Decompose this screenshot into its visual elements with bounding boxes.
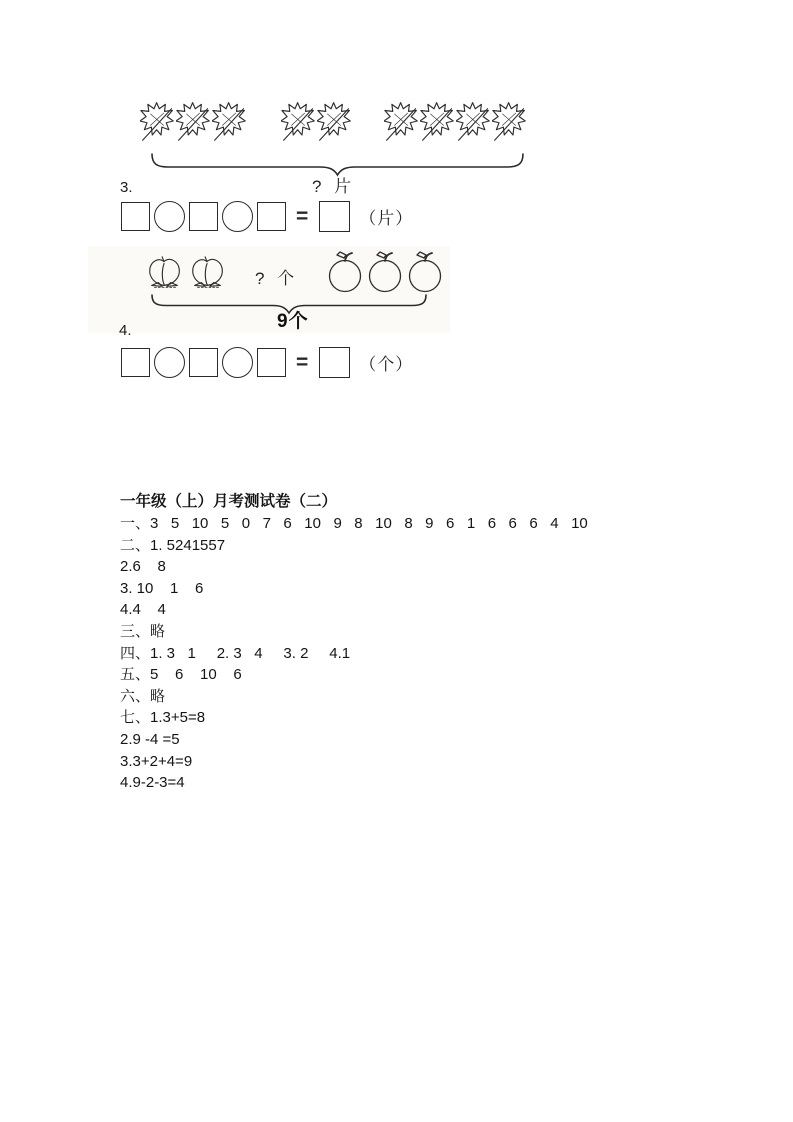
item3-answer-box xyxy=(319,201,350,232)
answer-line: 3.3+2+4=9 xyxy=(120,752,193,770)
apple-group xyxy=(327,251,443,293)
item4-shape-sequence xyxy=(121,347,286,378)
item3-unit-label: （片） xyxy=(359,209,414,228)
peach-icon xyxy=(146,254,184,294)
leaves-question-label: ? 片 xyxy=(312,177,356,196)
maple-leaf-icon xyxy=(456,96,491,146)
apple-icon xyxy=(367,251,403,293)
item4-unit-label: （个） xyxy=(359,355,414,374)
square-shape xyxy=(121,348,150,377)
item4-number: 4. xyxy=(119,322,132,339)
maple-leaf-icon xyxy=(384,96,419,146)
fruits-question-label: ? 个 xyxy=(255,269,299,288)
answer-line: 2.6 8 xyxy=(120,558,166,576)
maple-leaf-icon xyxy=(420,96,455,146)
maple-leaf-icon xyxy=(140,96,175,146)
leaf-group-1 xyxy=(140,96,247,146)
answer-key-title: 一年级（上）月考测试卷（二） xyxy=(120,493,338,510)
peach-group xyxy=(146,254,227,294)
maple-leaf-icon xyxy=(212,96,247,146)
answer-line: 二、1. 5241557 xyxy=(120,536,226,554)
circle-shape xyxy=(154,201,185,232)
square-shape xyxy=(121,202,150,231)
answer-line: 四、1. 3 1 2. 3 4 3. 2 4.1 xyxy=(120,644,351,662)
answer-line: 六、略 xyxy=(120,687,166,705)
answer-line: 三、略 xyxy=(120,622,166,640)
circle-shape xyxy=(222,201,253,232)
maple-leaf-icon xyxy=(492,96,527,146)
peach-icon xyxy=(189,254,227,294)
apple-icon xyxy=(407,251,443,293)
item3-number: 3. xyxy=(120,179,133,196)
item3-equals-sign: = xyxy=(296,205,309,228)
answer-line: 2.9 -4 =5 xyxy=(120,730,180,748)
maple-leaf-icon xyxy=(176,96,211,146)
square-shape xyxy=(189,348,218,377)
leaf-group-2 xyxy=(281,96,352,146)
item4-shapes-row xyxy=(121,347,413,378)
answer-key-section xyxy=(120,490,720,794)
leaf-group-3 xyxy=(384,96,527,146)
maple-leaf-icon xyxy=(317,96,352,146)
circle-shape xyxy=(222,347,253,378)
item4-equals-sign: = xyxy=(296,351,309,374)
answer-line: 4.4 4 xyxy=(120,601,166,619)
answer-line: 4.9-2-3=4 xyxy=(120,774,185,792)
square-shape xyxy=(189,202,218,231)
square-shape xyxy=(257,202,286,231)
answer-key-lines xyxy=(120,513,720,794)
answer-line: 3. 10 1 6 xyxy=(120,579,204,597)
fruits-total-label: 9个 xyxy=(277,311,309,332)
square-shape xyxy=(257,348,286,377)
answer-line: 七、1.3+5=8 xyxy=(120,709,206,727)
item4-answer-box xyxy=(319,347,350,378)
answer-line: 一、3 5 10 5 0 7 6 10 9 8 10 8 9 6 1 6 6 6 4 10 xyxy=(120,515,588,532)
item3-shapes-row xyxy=(121,201,413,232)
maple-leaf-icon xyxy=(281,96,316,146)
answer-line: 五、5 6 10 6 xyxy=(120,666,242,684)
apple-icon xyxy=(327,251,363,293)
item3-shape-sequence xyxy=(121,201,286,232)
circle-shape xyxy=(154,347,185,378)
